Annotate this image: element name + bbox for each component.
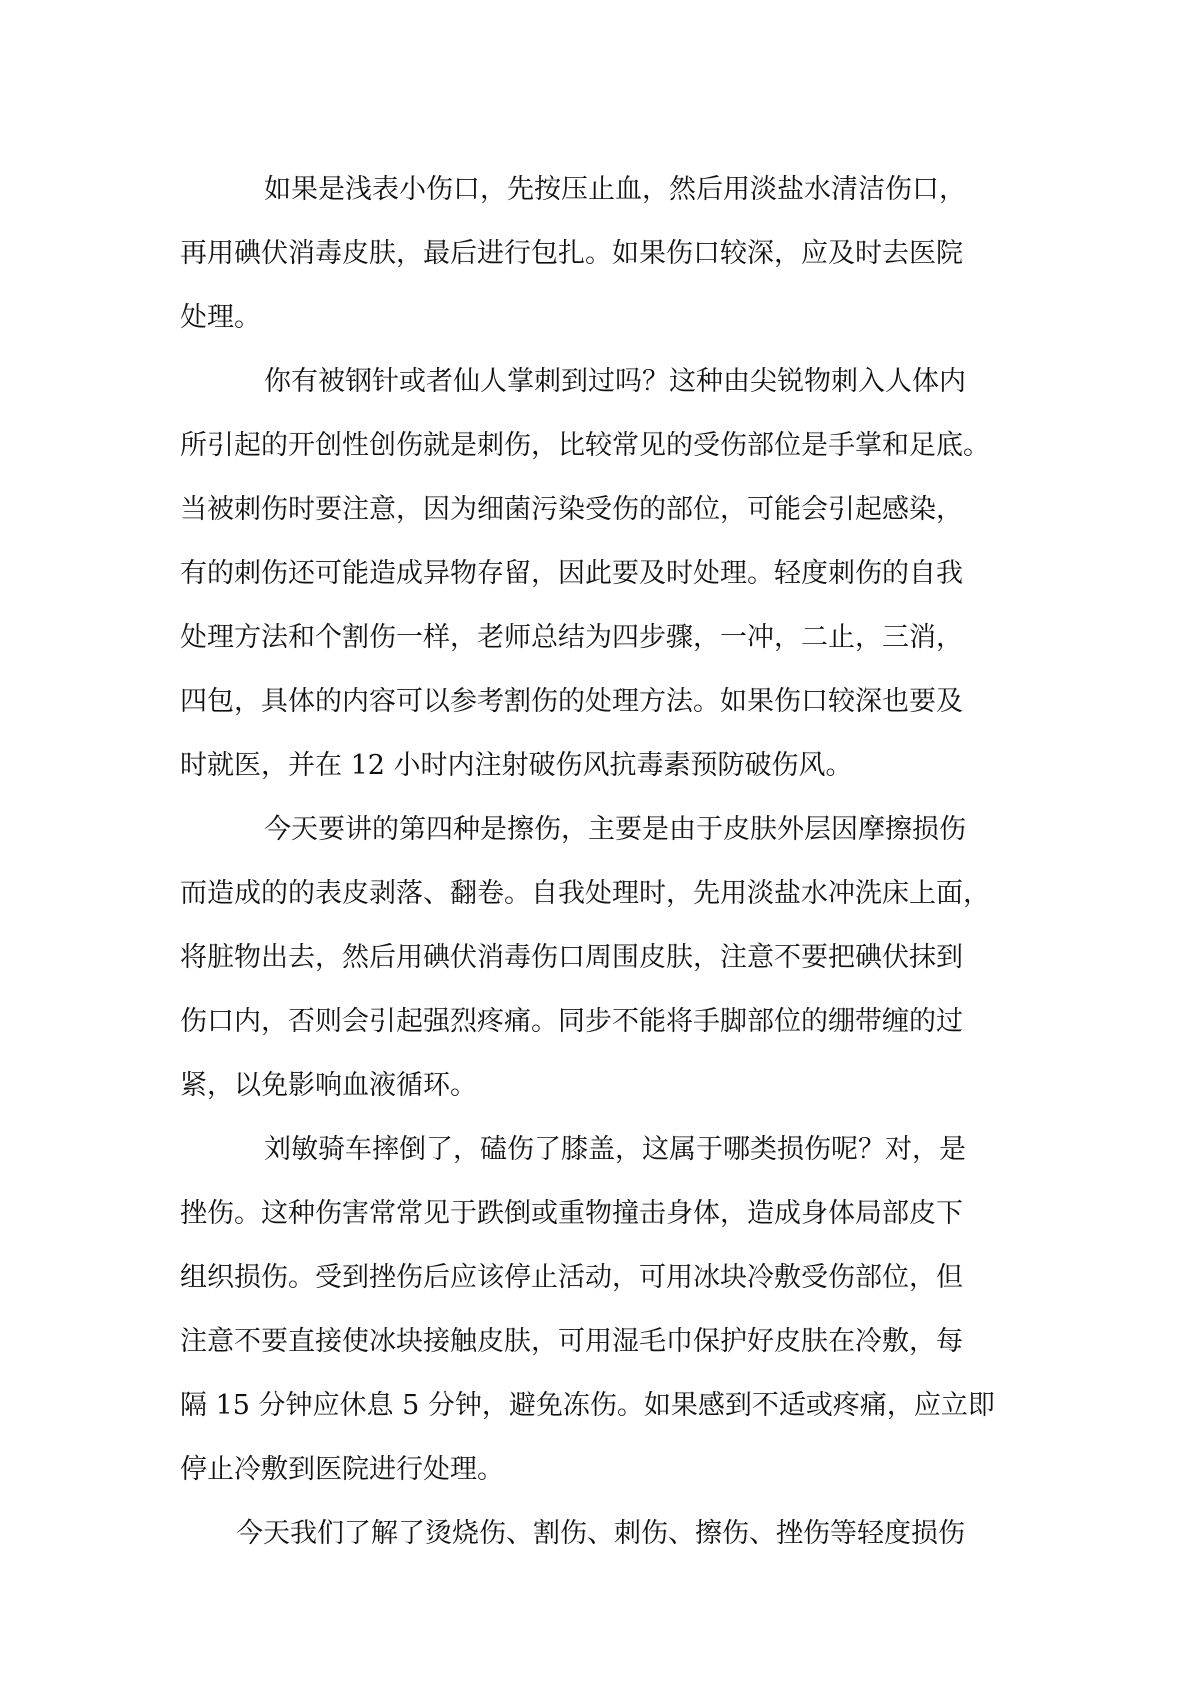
text-line: 将脏物出去，然后用碘伏消毒伤口周围皮肤，注意不要把碘伏抹到 (180, 942, 963, 973)
text-line: 处理。 (180, 302, 261, 333)
text-line: 四包，具体的内容可以参考割伤的处理方法。如果伤口较深也要及 (180, 686, 963, 717)
text-line: 注意不要直接使冰块接触皮肤，可用湿毛巾保护好皮肤在冷敷，每 (180, 1326, 963, 1357)
paragraph-contusion (180, 1118, 1010, 1502)
text-line: 当被刺伤时要注意，因为细菌污染受伤的部位，可能会引起感染， (180, 494, 963, 525)
text-line: 如果是浅表小伤口，先按压止血，然后用淡盐水清洁伤口， (264, 174, 966, 205)
text-line: 有的刺伤还可能造成异物存留，因此要及时处理。轻度刺伤的自我 (180, 558, 963, 589)
text-line: 时就医，并在 12 小时内注射破伤风抗毒素预防破伤风。 (180, 750, 853, 781)
text-line: 伤口内，否则会引起强烈疼痛。同步不能将手脚部位的绷带缠的过 (180, 1006, 963, 1037)
paragraph-summary (180, 1502, 1010, 1566)
text-line: 而造成的的表皮剥落、翻卷。自我处理时，先用淡盐水冲洗床上面， (180, 878, 990, 909)
text-line: 组织损伤。受到挫伤后应该停止活动，可用冰块冷敷受伤部位，但 (180, 1262, 963, 1293)
text-line: 紧，以免影响血液循环。 (180, 1070, 477, 1101)
text-line: 停止冷敷到医院进行处理。 (180, 1454, 504, 1485)
text-line: 隔 15 分钟应休息 5 分钟，避免冻伤。如果感到不适或疼痛，应立即 (180, 1390, 995, 1421)
paragraph-puncture-wound (180, 350, 1010, 798)
text-line: 再用碘伏消毒皮肤，最后进行包扎。如果伤口较深，应及时去医院 (180, 238, 963, 269)
text-line: 所引起的开创性创伤就是刺伤，比较常见的受伤部位是手掌和足底。 (180, 430, 990, 461)
text-line: 你有被钢针或者仙人掌刺到过吗？这种由尖锐物刺入人体内 (264, 366, 966, 397)
paragraph-abrasion (180, 798, 1010, 1118)
text-line: 今天要讲的第四种是擦伤，主要是由于皮肤外层因摩擦损伤 (264, 814, 966, 845)
paragraph-small-wound (180, 158, 1010, 350)
text-line: 处理方法和个割伤一样，老师总结为四步骤，一冲，二止，三消， (180, 622, 963, 653)
text-line: 刘敏骑车摔倒了，磕伤了膝盖，这属于哪类损伤呢？对，是 (264, 1134, 966, 1165)
text-line: 今天我们了解了烫烧伤、割伤、刺伤、擦伤、挫伤等轻度损伤 (236, 1518, 965, 1549)
text-line: 挫伤。这种伤害常常见于跌倒或重物撞击身体，造成身体局部皮下 (180, 1198, 963, 1229)
document-body (180, 158, 1010, 1566)
